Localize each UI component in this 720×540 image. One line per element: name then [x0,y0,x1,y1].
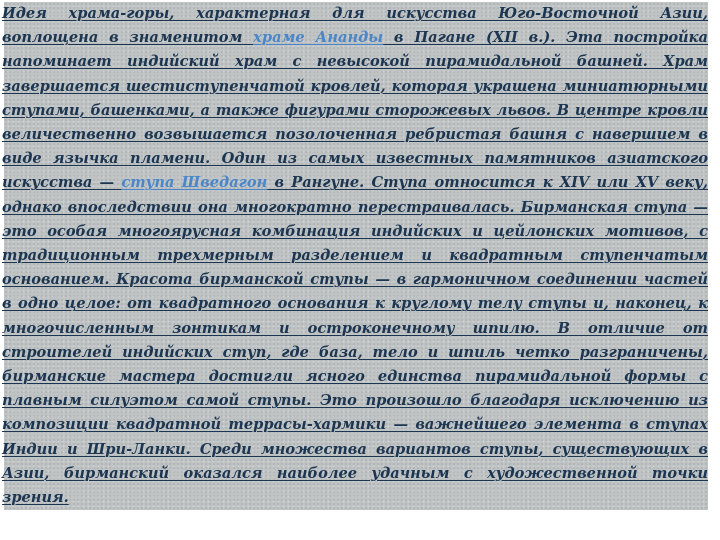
link-ananda-temple[interactable]: храме Ананды [253,29,384,47]
link-shwedagon-stupa[interactable]: ступа Шведагон [121,174,268,192]
paragraph-text-2: в Пагане (XII в.). Эта постройка напоминает индийский храм с невысокой пирамидальной башней. Храм завершается шестиступенчатой кровлей, которая украшена миниатюрными ступами, башенками, а также фигурами сторожевых львов. В центре кровли величественно возвышается позолоченная ребристая башня с навершием в виде язычка пламени. Один из самых известных памятников азиатского искусства — [2,29,708,192]
paragraph-text-3: в Рангуне. Ступа относится к XIV или XV веку, однако впоследствии она многократно перестраивалась. Бирманская ступа — это особая многоярусная комбинация индийских и цейлонских мотивов, с традиционным трехмерным разделением и квадратным ступенчатым основанием. Красота бирманской ступы — в гармоничном соединении частей в одно целое: от квадратного основания к круглому телу ступы и, наконец, к многочисленным зонтикам и остроконечному шпилю. В отличие от строителей индийских ступ, где база, тело и шпиль четко разграничены, бирманские мастера достигли ясного единства пирамидальной формы с плавным силуэтом самой ступы. Это произошло благодаря исключению из композиции квадратной террасы-хармики — важнейшего элемента в ступах Индии и Шри-Ланки. Среди множества вариантов ступы, существующих в Азии, бирманский оказался наиболее удачным с художественной точки зрения. [2,174,708,507]
paragraph-text-1: Идея храма-горы, характерная для искусства Юго-Восточной Азии, воплощена в знаменитом [2,5,708,47]
body-paragraph [2,2,708,510]
